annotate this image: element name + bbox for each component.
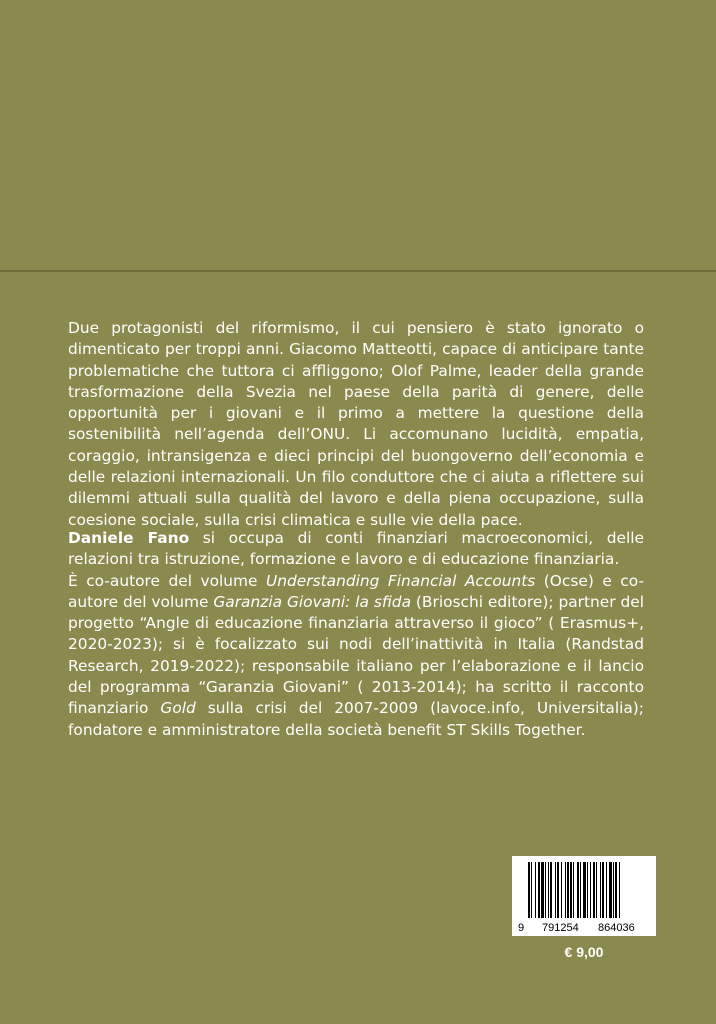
book-blurb: Due protagonisti del riformismo, il cui pensiero è stato ignorato o dimenticato per troppi anni. Giacomo Matteotti, capace di anticipare tante problematiche che tuttora ci affliggono; Olof Palme, leader della grande trasformazione della Svezia nel paese della parità di genere, delle opportunità per i giovani e il primo a mettere la questione della sostenibilità nell’agenda dell’ONU. Li accomunano lucidità, empatia, coraggio, intransigenza e dieci principi del buongoverno dell’economia e delle relazioni internazionali. Un filo conduttore che ci aiuta a riflettere sui dilemmi attuali sulla qualità del lavoro e della piena occupazione, sulla coesione sociale, sulla crisi climatica e sulle vie della pace.	[68, 319, 644, 529]
barcode-bar	[541, 862, 544, 918]
barcode-bar	[573, 862, 574, 918]
isbn-lead-digit: 9	[518, 922, 525, 934]
barcode-bar	[606, 862, 607, 918]
bio-text: sulla crisi del 2007-2009 (lavoce.info, Universitalia); fondatore e amministratore della società benefit ST Skills Together.	[68, 699, 644, 739]
isbn-barcode	[512, 856, 656, 936]
bio-text: (Ocse) e co-autore del volume	[68, 571, 645, 611]
barcode-bar	[600, 862, 601, 918]
barcode-bar	[528, 862, 530, 918]
barcode-bar	[583, 862, 586, 918]
author-name: Daniele Fano	[68, 529, 190, 547]
barcode-bar	[557, 862, 559, 918]
barcode-bar	[570, 862, 572, 918]
barcode-bar	[615, 862, 617, 918]
book-title: Gold	[160, 699, 196, 718]
barcode-bar	[587, 862, 588, 918]
barcode-bar	[538, 862, 540, 918]
isbn-group-2: 864036	[598, 922, 635, 934]
barcode-bar	[561, 862, 562, 918]
barcode-bar	[577, 862, 579, 918]
barcode-bar	[545, 862, 546, 918]
barcode-bar	[619, 862, 620, 918]
barcode-bar	[565, 862, 566, 918]
barcode-bars	[512, 856, 656, 922]
barcode-bar	[602, 862, 604, 918]
barcode-bar	[535, 862, 536, 918]
author-bio-works	[68, 571, 644, 741]
book-title: Garanzia Giovani: la sfida	[213, 592, 412, 611]
barcode-bar	[550, 862, 552, 918]
barcode-bar	[593, 862, 595, 918]
barcode-bar	[555, 862, 556, 918]
author-bio-intro	[68, 528, 644, 571]
barcode-bar	[548, 862, 549, 918]
horizontal-divider	[0, 270, 716, 272]
barcode-bar	[567, 862, 569, 918]
barcode-bar	[531, 862, 532, 918]
author-bio	[68, 528, 644, 741]
bio-text: (Brioschi editore); partner del progetto “Angle di educazione finanziaria attraverso il gioco” ( Erasmus+, 2020-2023); si è focalizzato sui nodi dell’inattività in Italia (Randstad Research, 2019-2022); responsabile italiano per l’elaborazione e il lancio del programma “Garanzia Giovani” ( 2013-2014); ha scritto il racconto finanziario	[68, 592, 645, 718]
bio-text: È co-autore del volume	[68, 571, 266, 590]
isbn-group-1: 791254	[542, 922, 579, 934]
price-label: € 9,00	[564, 944, 604, 960]
barcode-bar	[609, 862, 612, 918]
barcode-bar	[590, 862, 591, 918]
book-title: Understanding Financial Accounts	[266, 571, 536, 590]
author-bio-intro-text: si occupa di conti finanziari macroeconomici, delle relazioni tra istruzione, formazione e lavoro e di educazione finanziaria.	[68, 529, 644, 569]
barcode-bar	[580, 862, 581, 918]
barcode-bar	[613, 862, 614, 918]
barcode-bar	[596, 862, 597, 918]
